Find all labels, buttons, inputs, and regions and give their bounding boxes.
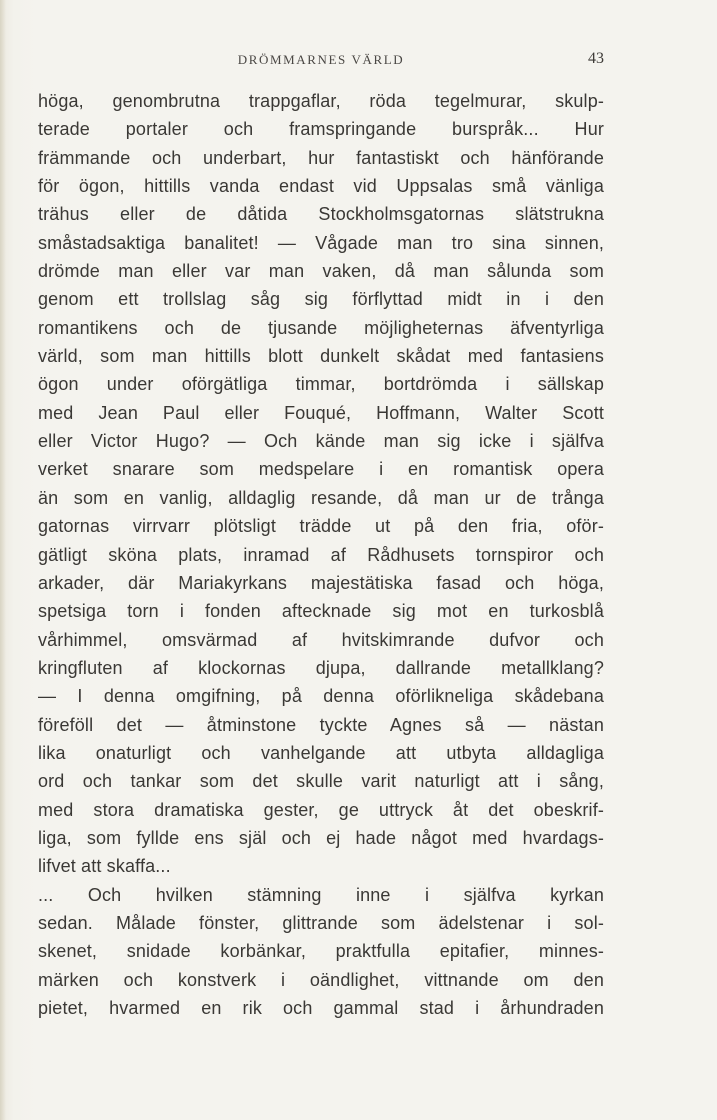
text-line: höga, genombrutna trappgaflar, röda tegelmurar, skulp- [38,91,604,111]
running-head: DRÖMMARNES VÄRLD [237,52,405,67]
gutter-shadow [0,0,6,1120]
text-line: ord och tankar som det skulle varit naturligt att i sång, [38,771,604,792]
body-text [38,87,604,1022]
text-line: ... Och hvilken stämning inne i själfva kyrkan [38,884,604,905]
text-line: liga, som fyllde ens själ och ej hade något med hvardags- [38,827,604,848]
page-header [38,50,604,72]
text-line: trähus eller de dåtida Stockholmsgatornas slätstrukna [38,204,604,225]
text-line: vårhimmel, omsvärmad af hvitskimrande dufvor och [38,629,604,650]
text-line: föreföll det — åtminstone tyckte Agnes så — nästan [38,714,604,735]
text-line: för ögon, hittills vanda endast vid Uppsalas små vänliga [38,176,604,197]
text-line: drömde man eller var man vaken, då man sålunda som [38,261,604,282]
text-line: arkader, där Mariakyrkans majestätiska fasad och höga, [38,572,604,593]
text-line: främmande och underbart, hur fantastiskt och hänförande [38,147,604,168]
text-line: spetsiga torn i fonden aftecknade sig mot en turkosblå [38,601,604,622]
text-line: romantikens och de tjusande möjligheternas äfventyrliga [38,317,604,338]
text-line: lika onaturligt och vanhelgande att utbyta alldagliga [38,742,604,763]
text-line: kringfluten af klockornas djupa, dallrande metallklang? [38,657,604,678]
text-line: skenet, snidade korbänkar, praktfulla epitafier, minnes- [38,941,604,962]
text-line: sedan. Målade fönster, glittrande som ädelstenar i sol- [38,912,604,933]
text-line: med Jean Paul eller Fouqué, Hoffmann, Walter Scott [38,402,604,423]
text-line: lifvet att skaffa... [38,856,171,877]
text-line: pietet, hvarmed en rik och gammal stad i århundraden [38,998,604,1018]
text-line: än som en vanlig, alldaglig resande, då man ur de trånga [38,487,604,508]
text-line: — I denna omgifning, på denna oförlikneliga skådebana [38,686,604,707]
text-line: märken och konstverk i oändlighet, vittnande om den [38,969,604,990]
text-line: värld, som man hittills blott dunkelt skådat med fantasiens [38,346,604,367]
text-line: med stora dramatiska gester, ge uttryck åt det obeskrif- [38,799,604,820]
text-line: verket snarare som medspelare i en romantisk opera [38,459,604,480]
text-line: småstadsaktiga banalitet! — Vågade man tro sina sinnen, [38,232,604,253]
text-line: gätligt sköna plats, inramad af Rådhusets tornspiror och [38,544,604,565]
text-line: genom ett trollslag såg sig förflyttad midt in i den [38,289,604,310]
page-number: 43 [588,50,604,67]
text-line: ögon under oförgätliga timmar, bortdrömda i sällskap [38,374,604,395]
text-line: terade portaler och framspringande burspråk... Hur [38,119,604,140]
text-line: gatornas virrvarr plötsligt trädde ut på den fria, oför- [38,516,604,537]
text-line: eller Victor Hugo? — Och kände man sig icke i själfva [38,431,604,452]
